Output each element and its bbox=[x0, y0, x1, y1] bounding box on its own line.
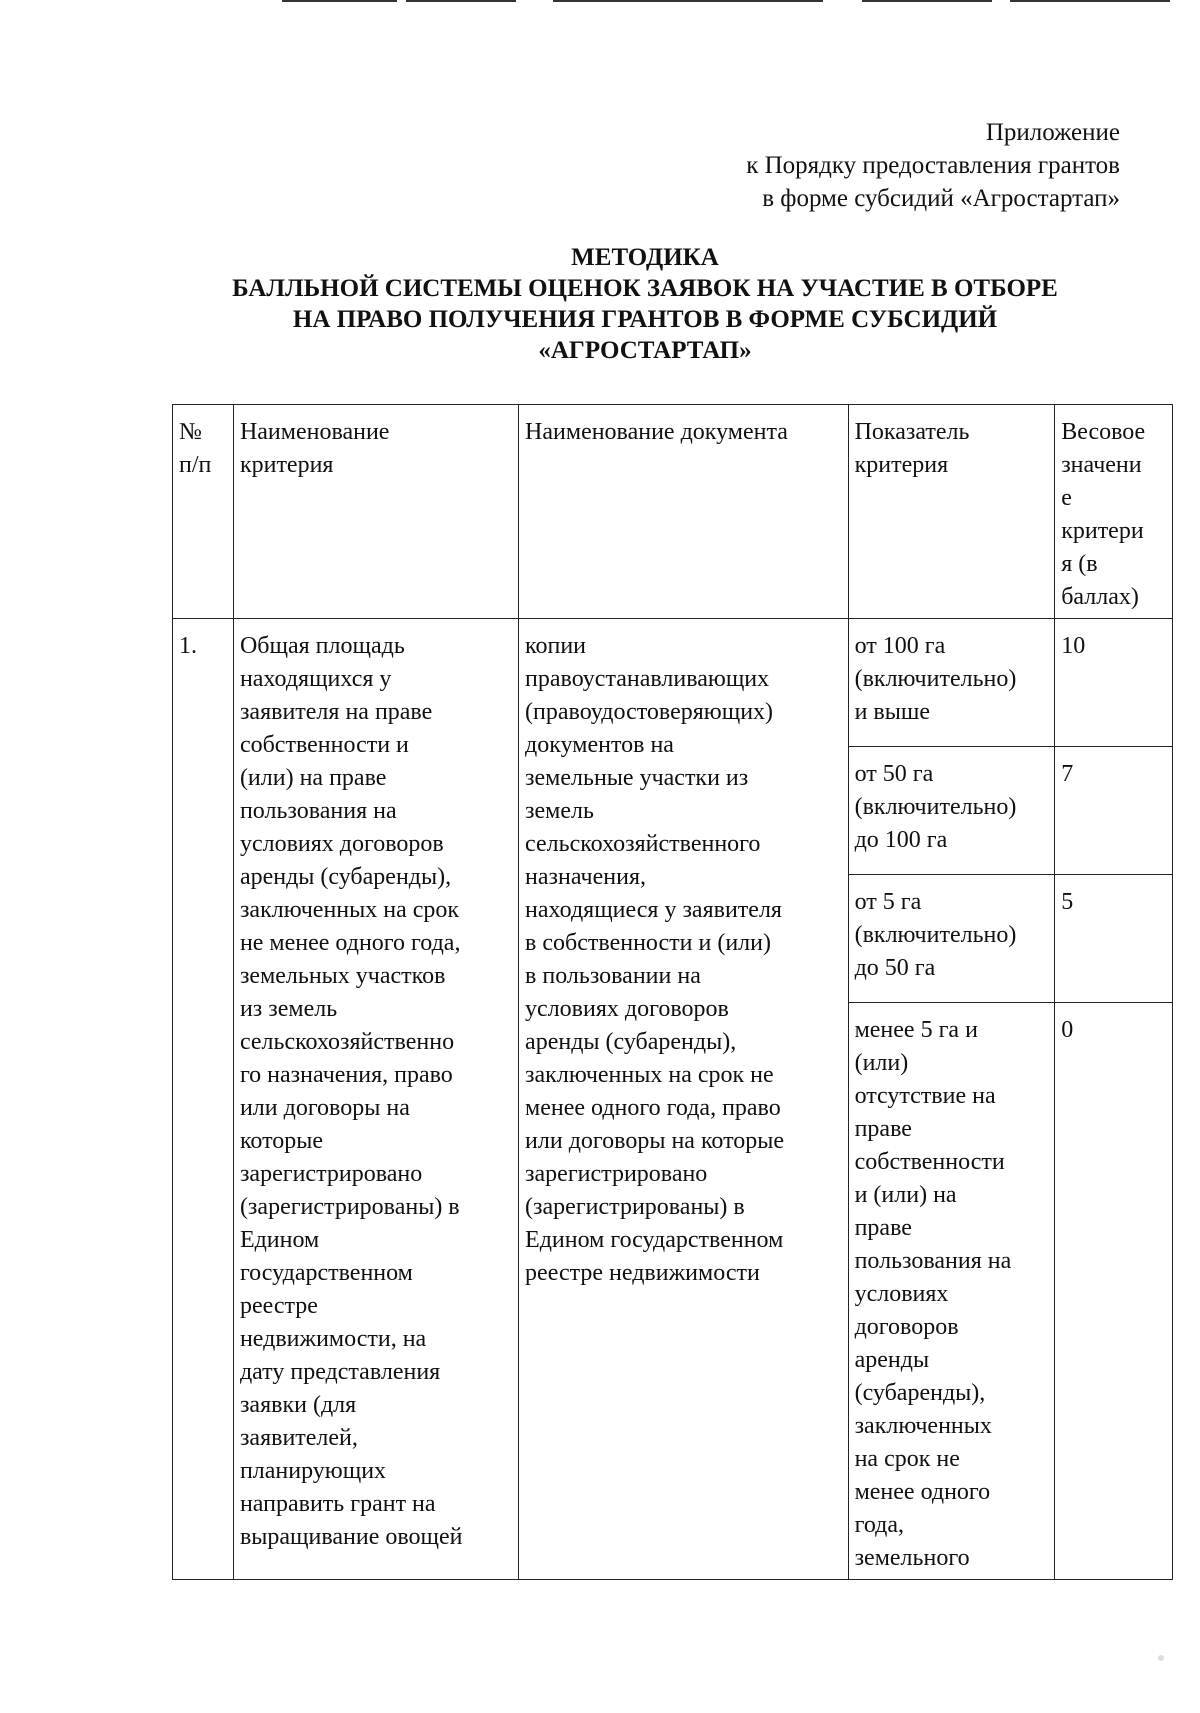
indicator-cell: менее 5 га и (или) отсутствие на праве собственности и (или) на праве пользования на условиях договоров аренды (субаренды), заключенных на срок не менее одного года, земельного bbox=[848, 1003, 1055, 1580]
appendix-reference bbox=[746, 116, 1120, 215]
scan-edge-line bbox=[553, 0, 823, 2]
appendix-line: к Порядку предоставления грантов bbox=[746, 152, 1120, 179]
header-number: № п/п bbox=[173, 405, 234, 619]
header-indicator: Показатель критерия bbox=[848, 405, 1055, 619]
indicator-cell: от 5 га (включительно) до 50 га bbox=[848, 875, 1055, 1003]
title-line: «АГРОСТАРТАП» bbox=[538, 337, 752, 364]
score-cell: 10 bbox=[1055, 619, 1173, 747]
indicator-cell: от 50 га (включительно) до 100 га bbox=[848, 747, 1055, 875]
criterion-name: Общая площадь находящихся у заявителя на праве собственности и (или) на праве пользования на условиях договоров аренды (субаренды), заключенных на срок не менее одного года, земельных участков из земель сельскохозяйственно го назначения, право или договоры на которые зарегистрировано (зарегистрированы) в Едином государственном реестре недвижимости, на дату представления заявки (для заявителей, планирующих направить грант на выращивание овощей bbox=[233, 619, 518, 1580]
document-title bbox=[100, 242, 1190, 366]
table-row bbox=[173, 619, 1173, 747]
header-document: Наименование документа bbox=[519, 405, 849, 619]
criteria-table bbox=[172, 404, 1173, 1580]
scan-edge-line bbox=[1010, 0, 1170, 2]
score-cell: 5 bbox=[1055, 875, 1173, 1003]
header-criterion: Наименование критерия bbox=[233, 405, 518, 619]
indicator-cell: от 100 га (включительно) и выше bbox=[848, 619, 1055, 747]
appendix-line: Приложение bbox=[985, 119, 1120, 146]
title-line: БАЛЛЬНОЙ СИСТЕМЫ ОЦЕНОК ЗАЯВОК НА УЧАСТИЕ В ОТБОРЕ bbox=[232, 275, 1058, 302]
header-weight: Весовое значени е критери я (в баллах) bbox=[1055, 405, 1173, 619]
score-cell: 0 bbox=[1055, 1003, 1173, 1580]
row-number: 1. bbox=[173, 619, 234, 1580]
scan-edge-line bbox=[282, 0, 397, 2]
title-line: НА ПРАВО ПОЛУЧЕНИЯ ГРАНТОВ В ФОРМЕ СУБСИДИЙ bbox=[292, 306, 998, 333]
scan-speck bbox=[1158, 1655, 1164, 1661]
title-line: МЕТОДИКА bbox=[571, 244, 719, 271]
document-name: копии правоустанавливающих (правоудостоверяющих) документов на земельные участки из земель сельскохозяйственного назначения, находящиеся у заявителя в собственности и (или) в пользовании на условиях договоров аренды (субаренды), заключенных на срок не менее одного года, право или договоры на которые зарегистрировано (зарегистрированы) в Едином государственном реестре недвижимости bbox=[519, 619, 849, 1580]
score-cell: 7 bbox=[1055, 747, 1173, 875]
appendix-line: в форме субсидий «Агростартап» bbox=[762, 185, 1120, 212]
table-header-row bbox=[173, 405, 1173, 619]
scan-edge-line bbox=[862, 0, 992, 2]
scan-edge-line bbox=[406, 0, 516, 2]
